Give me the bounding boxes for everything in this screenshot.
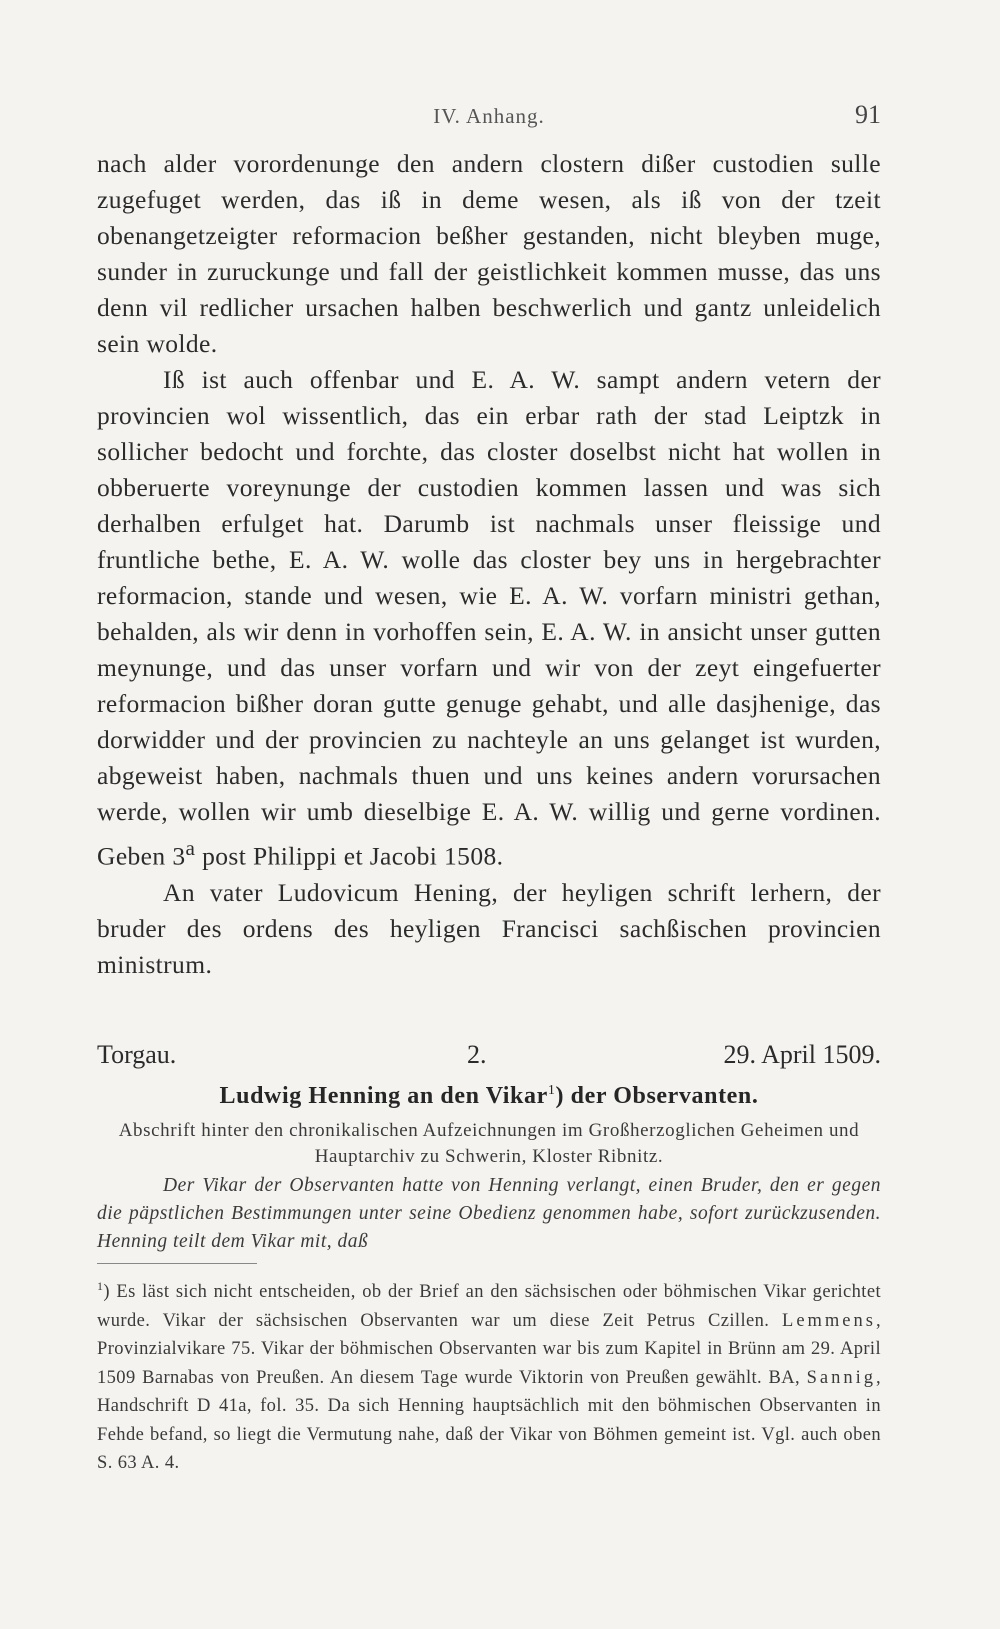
superscript-a: a	[185, 836, 196, 860]
footnote-author-sannig: Sannig	[806, 1367, 876, 1388]
footnote-text-b: , Provinzialvikare 75. Vikar der böhmischen Observanten war bis zum Kapitel in Brünn am 29. April 1509 Barnabas von Preußen. An diesem Tage wurde Viktorin von Preußen gewählt. BA,	[97, 1310, 881, 1388]
document-heading-line	[97, 1040, 881, 1080]
running-header	[97, 100, 881, 136]
main-text	[97, 146, 881, 983]
page-number: 91	[855, 100, 881, 129]
footnote-reference: 1	[547, 1083, 556, 1098]
document-number: 2.	[467, 1040, 487, 1069]
section-title: IV. Anhang.	[433, 104, 545, 128]
paragraph-3: An vater Ludovicum Hening, der heyligen schrift lerhern, der bruder des ordens des heyligen Francisci sachßischen provincien ministrum.	[97, 877, 881, 979]
paragraph-2	[97, 362, 881, 875]
document-title	[97, 1083, 881, 1110]
document-title-text: Ludwig Henning an den Vikar	[219, 1083, 548, 1109]
document-date: 29. April 1509.	[723, 1040, 881, 1069]
regest-summary: Der Vikar der Observanten hatte von Henning verlangt, einen Bruder, den er gegen die päpstlichen Bestimmungen unter seine Obedienz genommen habe, sofort zurückzusenden. Henning teilt dem Vikar mit, daß	[97, 1175, 881, 1252]
footnote-text-c: , Handschrift D 41a, fol. 35. Da sich Henning hauptsächlich mit den böhmischen Observanten in Fehde befand, so liegt die Vermutung nahe, daß der Vikar von Böhmen gemeint ist. Vgl. auch oben S. 63 A. 4.	[97, 1367, 881, 1474]
footnote-text-a: ) Es läst sich nicht entscheiden, ob der Brief an den sächsischen oder böhmischen Vikar gerichtet wurde. Vikar der sächsischen Observanten war um diese Zeit Petrus Czillen.	[97, 1282, 881, 1331]
paragraph-2-text: Iß ist auch offenbar und E. A. W. sampt andern vetern der provincien wol wissentlich, das ein erbar rath der stad Leiptzk in sollicher bedocht und forchte, das closter doselbst nicht hat wollen in obberuerte voreynunge der custodien kommen lassen und was sich derhalben erfulget hat. Darumb ist nachmals unser fleissige und fruntliche bethe, E. A. W. wolle das closter bey uns in hergebrachter reformacion, stande und wesen, wie E. A. W. vorfarn ministri gethan, behalden, als wir denn in vorhoffen sein, E. A. W. in ansicht unser gutten meynunge, und das unser vorfarn und wir von der zeyt eingefuerter reformacion bißher doran gutte genuge gehabt, und alle dasjhenige, das dorwidder und der provincien zu nachteyle an uns gelanget ist wurden, abgeweist haben, nachmals thuen und uns keines andern vorursachen werde, wollen wir umb dieselbige E. A. W. willig und gerne vordinen. Geben 3	[97, 365, 881, 871]
source-note: Abschrift hinter den chronikalischen Aufzeichnungen im Großherzoglichen Geheimen und Hauptarchiv zu Schwerin, Kloster Ribnitz.	[118, 1120, 860, 1167]
footnote-divider	[97, 1263, 257, 1264]
document-title-end: ) der Observanten.	[555, 1083, 759, 1109]
footnote-author-lemmens: Lemmens	[782, 1310, 876, 1331]
paragraph-2-end: post Philippi et Jacobi 1508.	[195, 841, 504, 871]
paragraph-1: nach alder vorordenunge den andern clostern dißer custodien sulle zugefuget werden, das iß in deme wesen, als iß von der tzeit obenangetzeigter reformacion beßher gestanden, nicht bleyben muge, sunder in zuruckunge und fall der geistlichkeit kommen musse, das uns denn vil redlicher ursachen halben beschwerlich und gantz unleidelich sein wolde.	[97, 149, 881, 358]
footnote-mark: 1	[97, 1279, 104, 1293]
document-place: Torgau.	[97, 1040, 177, 1069]
footnote	[97, 1272, 881, 1478]
